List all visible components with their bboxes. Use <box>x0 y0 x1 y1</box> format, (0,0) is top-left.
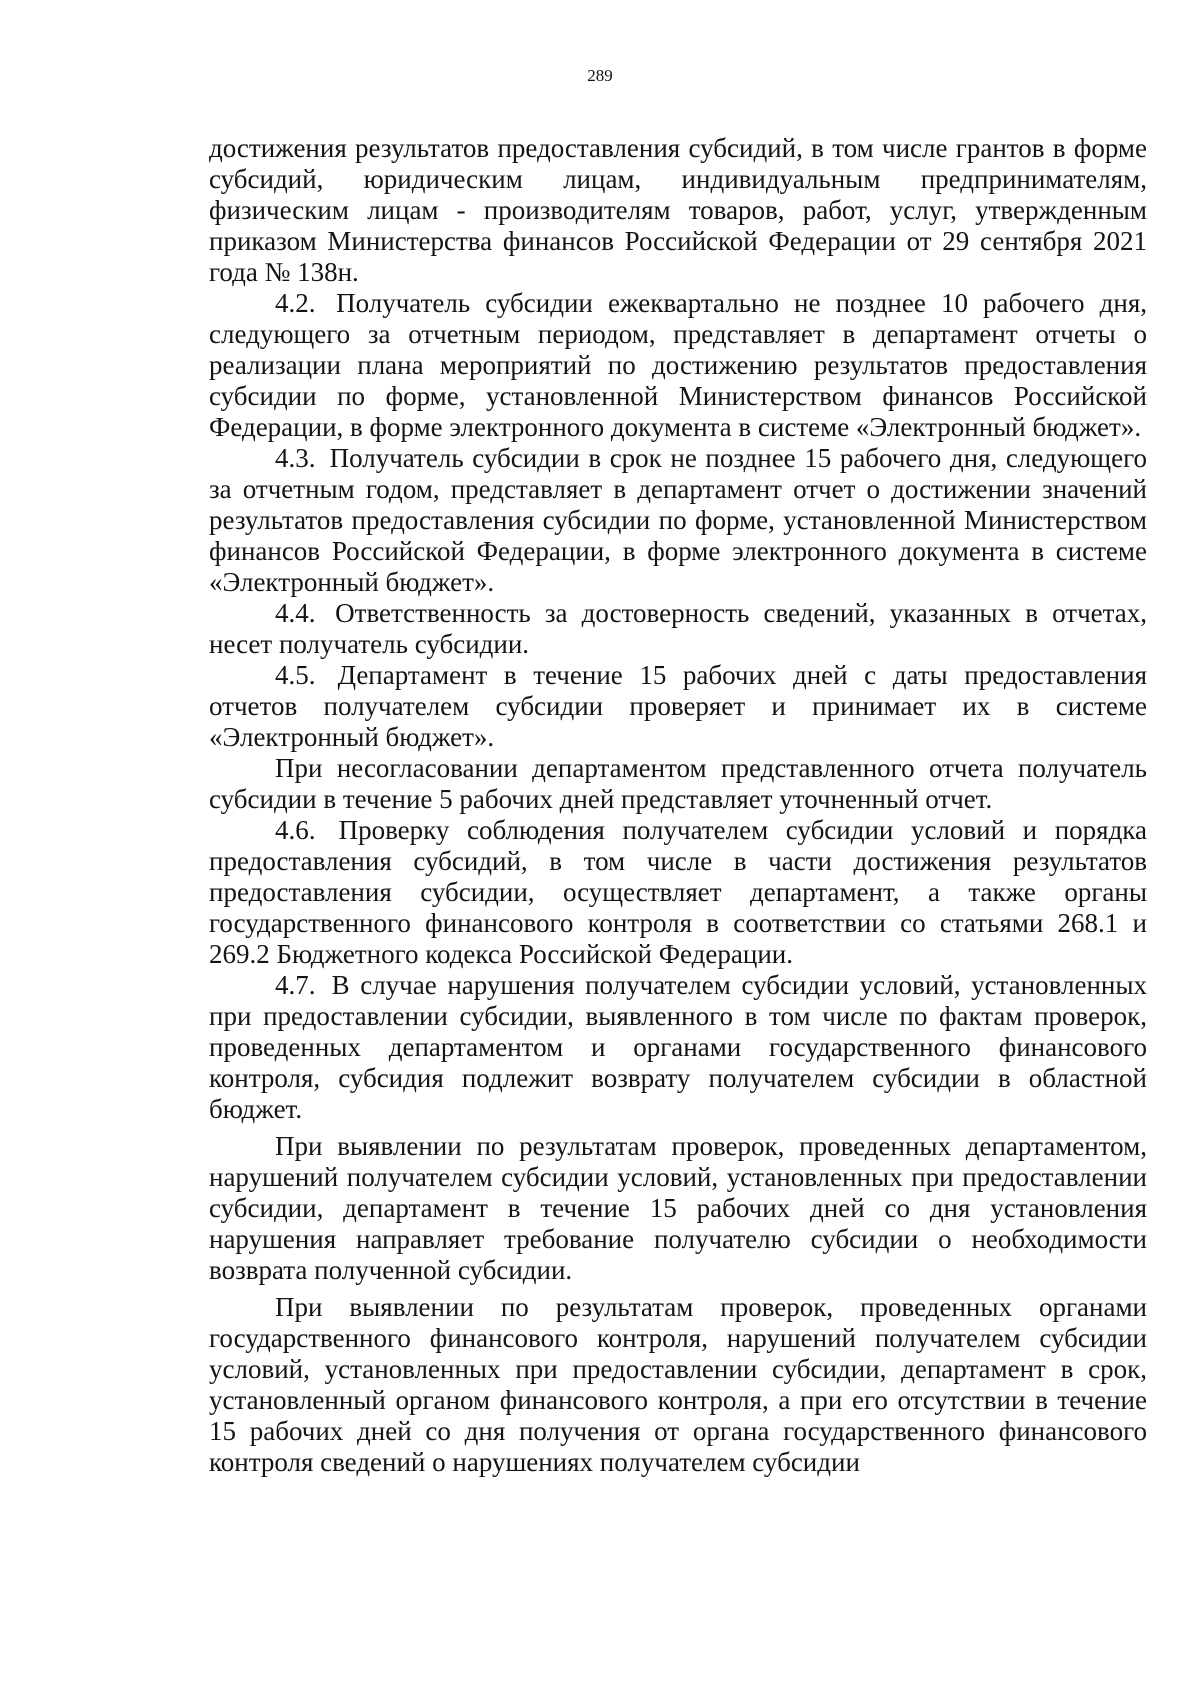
paragraph-4-5 <box>209 660 1147 753</box>
document-body <box>209 133 1147 1478</box>
paragraph-4-3 <box>209 443 1147 598</box>
paragraph-text: При выявлении по результатам проверок, проведенных органами государственного финансового контроля, нарушений получателем субсидии условий, установленных при предоставлении субсидии, департамент в срок, установленный органом финансового контроля, а при его отсутствии в течение 15 рабочих дней со дня получения от органа государственного финансового контроля сведений о нарушениях получателем субсидии <box>209 1292 1147 1477</box>
clause-number: 4.2. <box>275 288 316 318</box>
paragraph-4-2 <box>209 288 1147 443</box>
page-number: 289 <box>587 66 613 85</box>
paragraph-4-7 <box>209 970 1147 1125</box>
paragraph-text: В случае нарушения получателем субсидии условий, установленных при предоставлении субсидии, выявленного в том числе по фактам проверок, проведенных департаментом и органами государственного финансового контроля, субсидия подлежит возврату получателем субсидии в областной бюджет. <box>209 970 1148 1124</box>
paragraph-text: достижения результатов предоставления субсидий, в том числе грантов в форме субсидий, юридическим лицам, индивидуальным предпринимателям, физическим лицам - производителям товаров, работ, услуг, утвержденным приказом Министерства финансов Российской Федерации от 29 сентября 2021 года № 138н. <box>209 133 1147 287</box>
paragraph-text: Получатель субсидии в срок не позднее 15 рабочего дня, следующего за отчетным годом, представляет в департамент отчет о достижении значений результатов предоставления субсидии по форме, установленной Министерством финансов Российской Федерации, в форме электронного документа в системе «Электронный бюджет». <box>209 443 1147 597</box>
clause-number: 4.7. <box>275 970 316 1000</box>
paragraph-text: При несогласовании департаментом представленного отчета получатель субсидии в течение 5 рабочих дней представляет уточненный отчет. <box>209 753 1147 814</box>
paragraph-4-4 <box>209 598 1147 660</box>
paragraph-4-6 <box>209 815 1147 970</box>
paragraph-text: Ответственность за достоверность сведений, указанных в отчетах, несет получатель субсидии. <box>209 598 1148 659</box>
paragraph-text: Проверку соблюдения получателем субсидии условий и порядка предоставления субсидий, в том числе в части достижения результатов предоставления субсидии, осуществляет департамент, а также органы государственного финансового контроля в соответствии со статьями 268.1 и 269.2 Бюджетного кодекса Российской Федерации. <box>209 815 1147 969</box>
clause-number: 4.6. <box>275 815 316 845</box>
paragraph-text: При выявлении по результатам проверок, проведенных департаментом, нарушений получателем субсидии условий, установленных при предоставлении субсидии, департамент в течение 15 рабочих дней со дня установления нарушения направляет требование получателю субсидии о необходимости возврата полученной субсидии. <box>209 1131 1147 1285</box>
clause-number: 4.3. <box>275 443 316 473</box>
clause-number: 4.4. <box>275 598 316 628</box>
paragraph-4-7-control-findings <box>209 1292 1147 1478</box>
paragraph-text: Департамент в течение 15 рабочих дней с даты предоставления отчетов получателем субсидии проверяет и принимает их в системе «Электронный бюджет». <box>209 660 1148 752</box>
paragraph-4-5-continued <box>209 753 1147 815</box>
paragraph-4-7-department-findings <box>209 1131 1147 1286</box>
paragraph-text: Получатель субсидии ежеквартально не позднее 10 рабочего дня, следующего за отчетным периодом, представляет в департамент отчеты о реализации плана мероприятий по достижению результатов предоставления субсидии по форме, установленной Министерством финансов Российской Федерации, в форме электронного документа в системе «Электронный бюджет». <box>209 288 1147 442</box>
paragraph-continuation <box>209 133 1147 288</box>
clause-number: 4.5. <box>275 660 316 690</box>
